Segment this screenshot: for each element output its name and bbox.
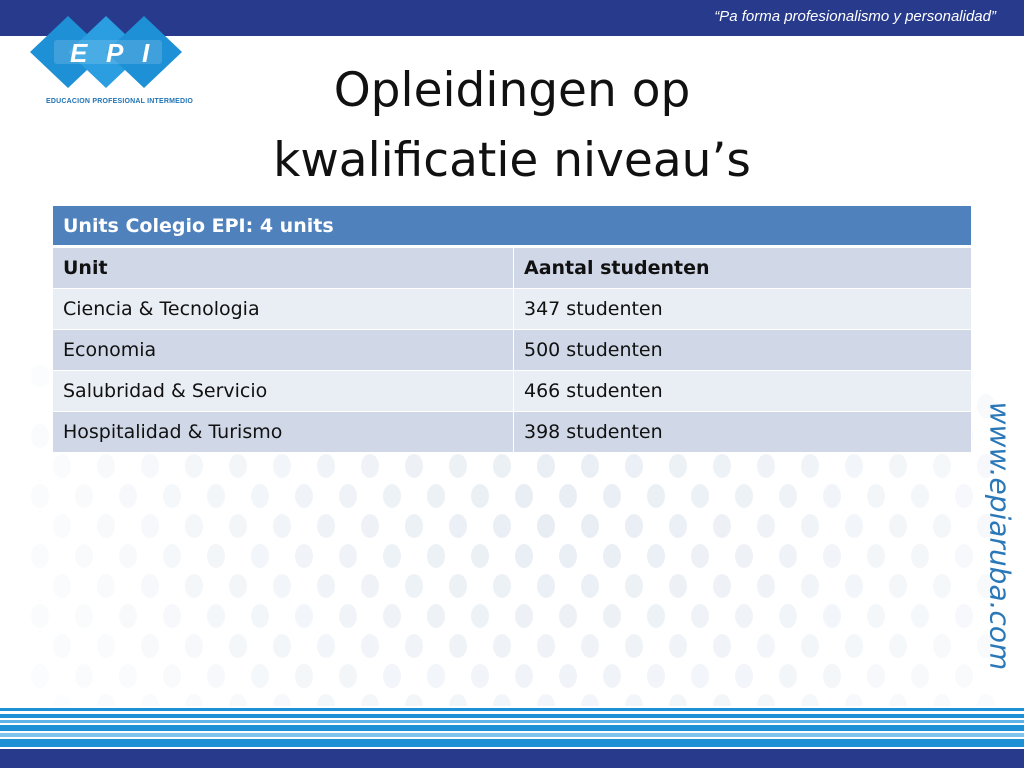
background-dot <box>317 634 335 658</box>
background-dot <box>295 544 313 568</box>
column-header-students: Aantal studenten <box>514 247 972 289</box>
background-dot <box>119 664 137 688</box>
background-dot <box>185 514 203 538</box>
background-dot <box>691 544 709 568</box>
background-dot <box>53 454 71 478</box>
background-dot <box>471 604 489 628</box>
background-dot <box>493 514 511 538</box>
background-dot <box>911 484 929 508</box>
column-header-unit: Unit <box>53 247 514 289</box>
background-dot <box>405 634 423 658</box>
background-dot <box>251 484 269 508</box>
background-dot <box>317 694 335 706</box>
cell-unit: Salubridad & Servicio <box>53 371 514 412</box>
cell-students: 347 studenten <box>514 289 972 330</box>
background-dot <box>823 544 841 568</box>
background-dot <box>339 484 357 508</box>
background-dot <box>163 604 181 628</box>
background-dot <box>669 454 687 478</box>
background-dot <box>779 544 797 568</box>
background-dot <box>537 454 555 478</box>
background-dot <box>757 574 775 598</box>
table-row <box>53 289 972 330</box>
background-dot <box>691 604 709 628</box>
background-dot <box>889 514 907 538</box>
background-dot <box>361 634 379 658</box>
background-dot <box>933 574 951 598</box>
website-url: www.epiaruba.com <box>983 401 1017 671</box>
background-dot <box>75 664 93 688</box>
background-dot <box>801 454 819 478</box>
background-dot <box>229 574 247 598</box>
background-dot <box>53 634 71 658</box>
background-dot <box>405 574 423 598</box>
background-dot <box>889 574 907 598</box>
background-dot <box>691 664 709 688</box>
background-dot <box>515 604 533 628</box>
units-table <box>52 205 972 453</box>
background-dot <box>229 454 247 478</box>
background-dot <box>449 634 467 658</box>
background-dot <box>559 544 577 568</box>
background-dot <box>757 694 775 706</box>
background-dot <box>273 574 291 598</box>
background-dot <box>713 634 731 658</box>
background-dot <box>295 604 313 628</box>
background-dot <box>31 364 49 388</box>
cell-unit: Hospitalidad & Turismo <box>53 412 514 453</box>
background-dot <box>427 664 445 688</box>
background-dot <box>867 664 885 688</box>
background-dot <box>251 664 269 688</box>
background-dot <box>53 694 71 706</box>
background-dot <box>405 694 423 706</box>
logo-diamonds-icon <box>22 12 194 92</box>
background-dot <box>273 514 291 538</box>
table-row <box>53 412 972 453</box>
background-dot <box>207 544 225 568</box>
background-dot <box>669 514 687 538</box>
background-dot <box>119 604 137 628</box>
background-dot <box>537 514 555 538</box>
background-dot <box>207 664 225 688</box>
background-dot <box>889 454 907 478</box>
background-dot <box>933 514 951 538</box>
background-dot <box>889 634 907 658</box>
cell-students: 466 studenten <box>514 371 972 412</box>
background-dot <box>383 664 401 688</box>
tagline: “Pa forma profesionalismo y personalidad” <box>714 8 996 25</box>
background-dot <box>163 664 181 688</box>
background-dot <box>339 544 357 568</box>
table-caption: Units Colegio EPI: 4 units <box>53 206 972 247</box>
background-dot <box>471 484 489 508</box>
background-dot <box>867 484 885 508</box>
background-dot <box>185 454 203 478</box>
background-dot <box>251 544 269 568</box>
background-dot <box>361 574 379 598</box>
background-dot <box>801 634 819 658</box>
background-dot <box>735 604 753 628</box>
background-dot <box>823 604 841 628</box>
background-dot <box>449 694 467 706</box>
background-dot <box>119 484 137 508</box>
background-dot <box>515 664 533 688</box>
background-dot <box>141 694 159 706</box>
background-dot <box>515 544 533 568</box>
background-dot <box>229 694 247 706</box>
background-dot <box>97 454 115 478</box>
background-dot <box>581 454 599 478</box>
background-dot <box>845 694 863 706</box>
background-dot <box>361 514 379 538</box>
background-dot <box>713 514 731 538</box>
background-dot <box>75 484 93 508</box>
background-dot <box>31 424 49 448</box>
background-dot <box>911 544 929 568</box>
background-dot <box>691 484 709 508</box>
background-dot <box>53 574 71 598</box>
background-dot <box>713 574 731 598</box>
background-dot <box>361 454 379 478</box>
background-dot <box>449 514 467 538</box>
background-dot <box>955 664 973 688</box>
background-dot <box>867 604 885 628</box>
cell-unit: Ciencia & Tecnologia <box>53 289 514 330</box>
background-dot <box>31 664 49 688</box>
background-dot <box>295 484 313 508</box>
background-dot <box>141 574 159 598</box>
background-dot <box>955 484 973 508</box>
background-dot <box>317 514 335 538</box>
background-dot <box>757 514 775 538</box>
background-dot <box>75 604 93 628</box>
background-dot <box>339 664 357 688</box>
cell-students: 398 studenten <box>514 412 972 453</box>
background-dot <box>97 634 115 658</box>
background-dot <box>427 544 445 568</box>
background-dot <box>515 484 533 508</box>
background-dot <box>141 634 159 658</box>
background-dot <box>933 694 951 706</box>
background-dot <box>97 514 115 538</box>
background-dot <box>471 544 489 568</box>
background-dot <box>801 514 819 538</box>
background-dot <box>933 454 951 478</box>
logo-letter-i: I <box>142 38 150 68</box>
background-dot <box>471 664 489 688</box>
background-dot <box>339 604 357 628</box>
background-dot <box>713 694 731 706</box>
background-dot <box>163 544 181 568</box>
background-dot <box>823 484 841 508</box>
background-dot <box>647 664 665 688</box>
background-dot <box>779 664 797 688</box>
background-dot <box>801 694 819 706</box>
background-dot <box>581 574 599 598</box>
logo-letter-p: P <box>106 38 124 68</box>
table-header-row <box>53 247 972 289</box>
background-dot <box>735 484 753 508</box>
background-dot <box>163 484 181 508</box>
background-dot <box>273 694 291 706</box>
background-dot <box>383 544 401 568</box>
background-dot <box>867 544 885 568</box>
background-dot <box>449 574 467 598</box>
background-dot <box>97 694 115 706</box>
background-dot <box>845 514 863 538</box>
background-dot <box>603 544 621 568</box>
background-dot <box>823 664 841 688</box>
background-dot <box>713 454 731 478</box>
background-dot <box>537 634 555 658</box>
background-dot <box>559 484 577 508</box>
background-dot <box>603 664 621 688</box>
background-dot <box>669 634 687 658</box>
background-dot <box>625 514 643 538</box>
background-dot <box>295 664 313 688</box>
background-dot <box>581 514 599 538</box>
table-row <box>53 371 972 412</box>
background-dot <box>493 574 511 598</box>
epi-logo <box>22 12 194 105</box>
background-dot <box>361 694 379 706</box>
background-dot <box>383 604 401 628</box>
background-dot <box>449 454 467 478</box>
background-dot <box>801 574 819 598</box>
background-dot <box>779 604 797 628</box>
background-dot <box>845 634 863 658</box>
title-line-1: Opleidingen op <box>333 63 691 118</box>
background-dot <box>625 694 643 706</box>
background-dot <box>625 574 643 598</box>
background-dot <box>405 514 423 538</box>
background-dot <box>955 544 973 568</box>
background-dot <box>207 604 225 628</box>
background-dot <box>185 694 203 706</box>
background-dot <box>31 484 49 508</box>
background-dot <box>845 574 863 598</box>
logo-subtitle: EDUCACION PROFESIONAL INTERMEDIO <box>46 98 194 105</box>
background-dot <box>75 544 93 568</box>
bottom-stripes <box>0 706 1024 768</box>
background-dot <box>119 544 137 568</box>
background-dot <box>493 694 511 706</box>
background-dot <box>31 544 49 568</box>
background-dot <box>537 574 555 598</box>
background-dot <box>185 634 203 658</box>
background-dot <box>603 604 621 628</box>
background-dot <box>845 454 863 478</box>
background-dot <box>955 604 973 628</box>
background-dot <box>933 634 951 658</box>
background-dot <box>229 634 247 658</box>
background-dot <box>537 694 555 706</box>
background-dot <box>757 634 775 658</box>
background-dot <box>317 574 335 598</box>
background-dot <box>625 634 643 658</box>
background-dot <box>383 484 401 508</box>
background-dot <box>581 634 599 658</box>
background-dot <box>251 604 269 628</box>
cell-unit: Economia <box>53 330 514 371</box>
background-dot <box>493 634 511 658</box>
background-dot <box>735 544 753 568</box>
background-dot <box>625 454 643 478</box>
background-dot <box>185 574 203 598</box>
background-dot <box>757 454 775 478</box>
background-dot <box>207 484 225 508</box>
background-dot <box>229 514 247 538</box>
title-line-2: kwalificatie niveau’s <box>273 133 751 188</box>
table-row <box>53 330 972 371</box>
background-dot <box>427 604 445 628</box>
background-dot <box>273 454 291 478</box>
background-dot <box>427 484 445 508</box>
cell-students: 500 studenten <box>514 330 972 371</box>
background-dot <box>911 664 929 688</box>
background-dot <box>779 484 797 508</box>
background-dot <box>53 514 71 538</box>
background-dot <box>669 574 687 598</box>
background-dot <box>405 454 423 478</box>
background-dot <box>559 664 577 688</box>
background-dot <box>889 694 907 706</box>
background-dot <box>317 454 335 478</box>
background-dot <box>141 514 159 538</box>
background-dot <box>559 604 577 628</box>
background-dot <box>493 454 511 478</box>
logo-letter-e: E <box>70 38 88 68</box>
background-dot <box>647 484 665 508</box>
page-title <box>200 56 824 196</box>
background-dot <box>581 694 599 706</box>
background-dot <box>669 694 687 706</box>
background-dot <box>977 694 995 706</box>
background-dot <box>141 454 159 478</box>
background-dot <box>647 544 665 568</box>
table-caption-row <box>53 206 972 247</box>
background-dot <box>647 604 665 628</box>
background-dot <box>735 664 753 688</box>
background-dot <box>911 604 929 628</box>
background-dot <box>97 574 115 598</box>
background-dot <box>31 604 49 628</box>
background-dot <box>273 634 291 658</box>
background-dot <box>603 484 621 508</box>
